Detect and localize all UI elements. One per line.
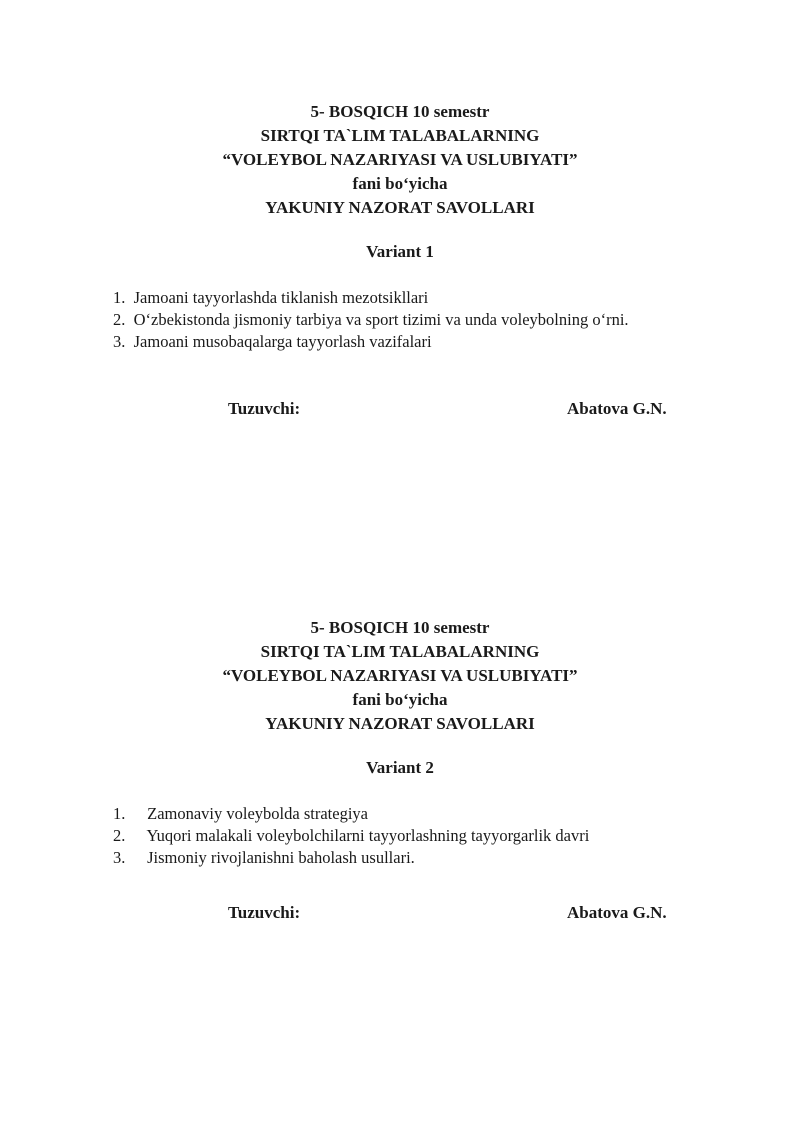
section-2-signature-label: Tuzuvchi:: [228, 903, 301, 922]
question-text: Jamoani tayyorlashda tiklanish mezotsikllari: [133, 288, 429, 307]
section-2-signature-name: Abatova G.N.: [567, 903, 667, 922]
section-2-question-2: [113, 825, 589, 846]
question-number: 3.: [113, 848, 126, 867]
section-2-header: [0, 616, 800, 736]
section-1-signature-label: Tuzuvchi:: [228, 399, 301, 418]
header-level-line: 5- BOSQICH 10 semestr: [310, 618, 490, 637]
section-1-question-3: [113, 331, 432, 352]
header-subject-suffix-line: fani bo‘yicha: [352, 174, 448, 193]
question-number: 2.: [113, 826, 126, 845]
header-audience-line: SIRTQI TA`LIM TALABALARNING: [260, 642, 540, 661]
header-subject-line: “VOLEYBOL NAZARIYASI VA USLUBIYATI”: [222, 150, 578, 169]
question-text: Jismoniy rivojlanishni baholash usullari.: [147, 848, 415, 867]
header-subject-suffix-line: fani bo‘yicha: [352, 690, 448, 709]
question-text: Zamonaviy voleybolda strategiya: [147, 804, 368, 823]
question-number: 1.: [113, 804, 126, 823]
question-number: 3.: [113, 332, 130, 351]
header-title-line: YAKUNIY NAZORAT SAVOLLARI: [265, 714, 535, 733]
question-text: Jamoani musobaqalarga tayyorlash vazifalari: [133, 332, 432, 351]
section-1-header: [0, 100, 800, 220]
question-text: Yuqori malakali voleybolchilarni tayyorlashning tayyorgarlik davri: [146, 826, 590, 845]
header-level-line: 5- BOSQICH 10 semestr: [310, 102, 490, 121]
question-text: O‘zbekistonda jismoniy tarbiya va sport tizimi va unda voleybolning o‘rni.: [133, 310, 629, 329]
question-number: 2.: [113, 310, 130, 329]
header-title-line: YAKUNIY NAZORAT SAVOLLARI: [265, 198, 535, 217]
section-1-question-1: [113, 287, 428, 308]
header-subject-line: “VOLEYBOL NAZARIYASI VA USLUBIYATI”: [222, 666, 578, 685]
question-number: 1.: [113, 288, 130, 307]
section-2-variant-title: Variant 2: [366, 758, 434, 777]
section-1-variant-title: Variant 1: [366, 242, 434, 261]
header-audience-line: SIRTQI TA`LIM TALABALARNING: [260, 126, 540, 145]
section-1-question-2: [113, 309, 629, 330]
section-2-question-3: [113, 847, 415, 868]
section-2-question-1: [113, 803, 368, 824]
section-1-signature-name: Abatova G.N.: [567, 399, 667, 418]
